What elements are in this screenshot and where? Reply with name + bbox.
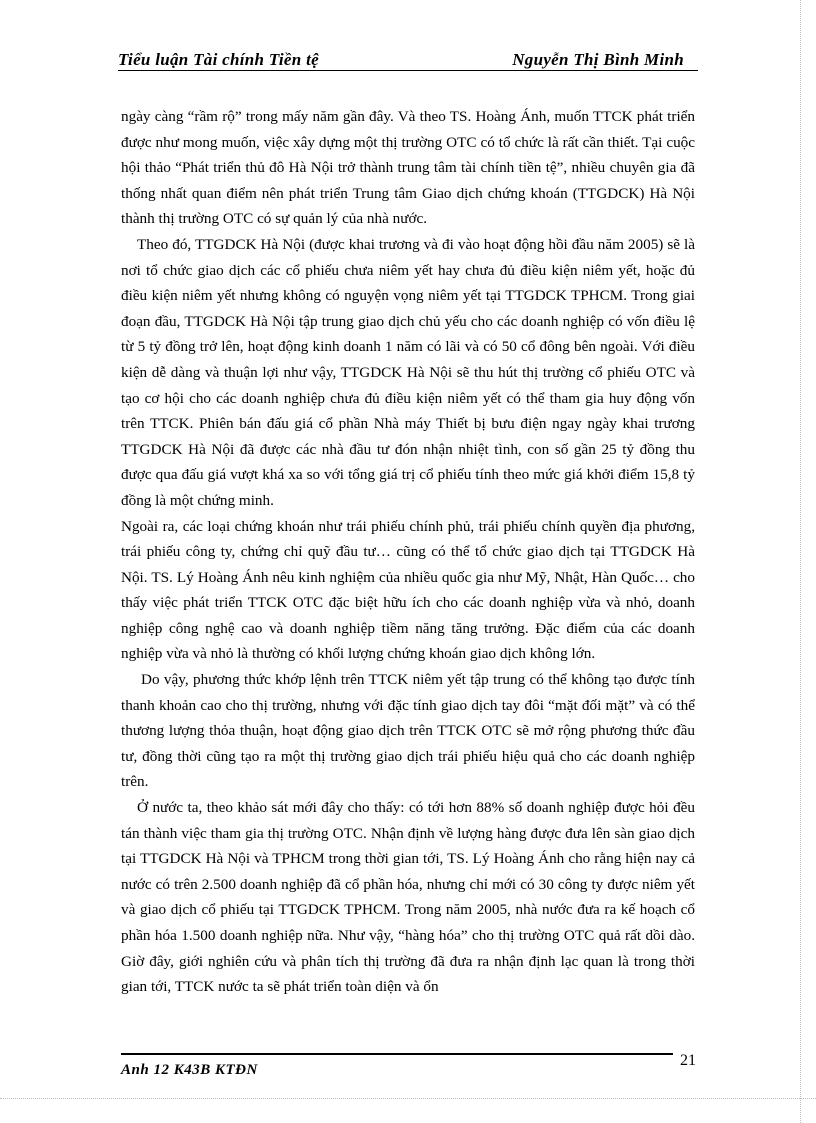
- paragraph-5: Ở nước ta, theo khảo sát mới đây cho thấy: có tới hơn 88% số doanh nghiệp được hỏi đều tán thành việc tham gia thị trường OTC. Nhận định về lượng hàng được đưa lên sàn giao dịch tại TTGDCK Hà Nội và TPHCM trong thời gian tới, TS. Lý Hoàng Ánh cho rằng hiện nay cả nước có trên 2.500 doanh nghiệp đã cổ phần hóa, nhưng chỉ mới có 30 công ty được niêm yết và giao dịch cổ phiếu tại TTGDCK TPHCM. Trong năm 2005, nhà nước đưa ra kế hoạch cổ phần hóa 1.500 doanh nghiệp nữa. Như vậy, “hàng hóa” cho thị trường OTC quả rất dồi dào. Giờ đây, giới nghiên cứu và phân tích thị trường đã đưa ra nhận định lạc quan là trong thời gian tới, TTCK nước ta sẽ phát triển toàn diện và ổn: [121, 799, 695, 996]
- header-author-name: Nguyễn Thị Bình Minh: [512, 50, 684, 69]
- page-header: [118, 46, 698, 74]
- footer-divider: [121, 1053, 673, 1055]
- page-edge-right: [800, 0, 801, 1123]
- page-number: 21: [680, 1052, 696, 1069]
- header-course-title: Tiểu luận Tài chính Tiền tệ: [118, 50, 319, 69]
- paragraph-3: Ngoài ra, các loại chứng khoán như trái phiếu chính phủ, trái phiếu chính quyền địa phương, trái phiếu công ty, chứng chỉ quỹ đầu tư… cũng có thể tổ chức giao dịch tại TTGDCK Hà Nội. TS. Lý Hoàng Ánh nêu kinh nghiệm của nhiều quốc gia như Mỹ, Nhật, Hàn Quốc… cho thấy việc phát triển TTCK OTC đặc biệt hữu ích cho các doanh nghiệp vừa và nhỏ, doanh nghiệp công nghệ cao và doanh nghiệp tiềm năng tăng trưởng. Đặc điểm của các doanh nghiệp vừa và nhỏ là thường có khối lượng chứng khoán giao dịch không lớn.: [121, 517, 695, 663]
- paragraph-1: ngày càng “rầm rộ” trong mấy năm gần đây. Và theo TS. Hoàng Ánh, muốn TTCK phát triển được như mong muốn, việc xây dựng một thị trường OTC có tổ chức là rất cần thiết. Tại cuộc hội thảo “Phát triển thủ đô Hà Nội trở thành trung tâm tài chính tiền tệ”, nhiều chuyên gia đã thống nhất quan điểm nên phát triển Trung tâm Giao dịch chứng khoán (TTGDCK) Hà Nội thành thị trường OTC có sự quản lý của nhà nước.: [121, 108, 695, 228]
- page-edge-bottom: [0, 1098, 816, 1099]
- body-text: [121, 104, 695, 1000]
- header-divider: [118, 70, 698, 71]
- footer-class-label: Anh 12 K43B KTĐN: [121, 1062, 258, 1078]
- paragraph-4: Do vậy, phương thức khớp lệnh trên TTCK niêm yết tập trung có thể không tạo được tính thanh khoản cao cho thị trường, nhưng với đặc tính giao dịch tay đôi “mặt đối mặt” và có thể thương lượng thỏa thuận, hoạt động giao dịch trên TTCK OTC sẽ mở rộng phương thức đầu tư, đồng thời cũng tạo ra một thị trường giao dịch trái phiếu hiệu quả cho các doanh nghiệp trên.: [121, 671, 695, 791]
- paragraph-2: Theo đó, TTGDCK Hà Nội (được khai trương và đi vào hoạt động hồi đầu năm 2005) sẽ là nơi tổ chức giao dịch các cổ phiếu chưa niêm yết hay chưa đủ điều kiện niêm yết, hoặc đủ điều kiện niêm yết nhưng không có nguyện vọng niêm yết tại TTGDCK TPHCM. Trong giai đoạn đầu, TTGDCK Hà Nội tập trung giao dịch chủ yếu cho các doanh nghiệp có vốn điều lệ từ 5 tỷ đồng trở lên, hoạt động kinh doanh 1 năm có lãi và có 50 cổ đông bên ngoài. Với điều kiện dễ dàng và thuận lợi như vậy, TTGDCK Hà Nội sẽ thu hút thị trường cổ phiếu OTC và tạo cơ hội cho các doanh nghiệp chưa đủ điều kiện niêm yết có thể tham gia huy động vốn trên TTCK. Phiên bán đấu giá cổ phần Nhà máy Thiết bị bưu điện ngay ngày khai trương TTGDCK Hà Nội đã được các nhà đầu tư đón nhận nhiệt tình, con số gần 25 tỷ đồng thu được qua đấu giá vượt khá xa so với tổng giá trị cổ phiếu tính theo mức giá khởi điểm 15,8 tỷ đồng là một chứng minh.: [121, 235, 695, 509]
